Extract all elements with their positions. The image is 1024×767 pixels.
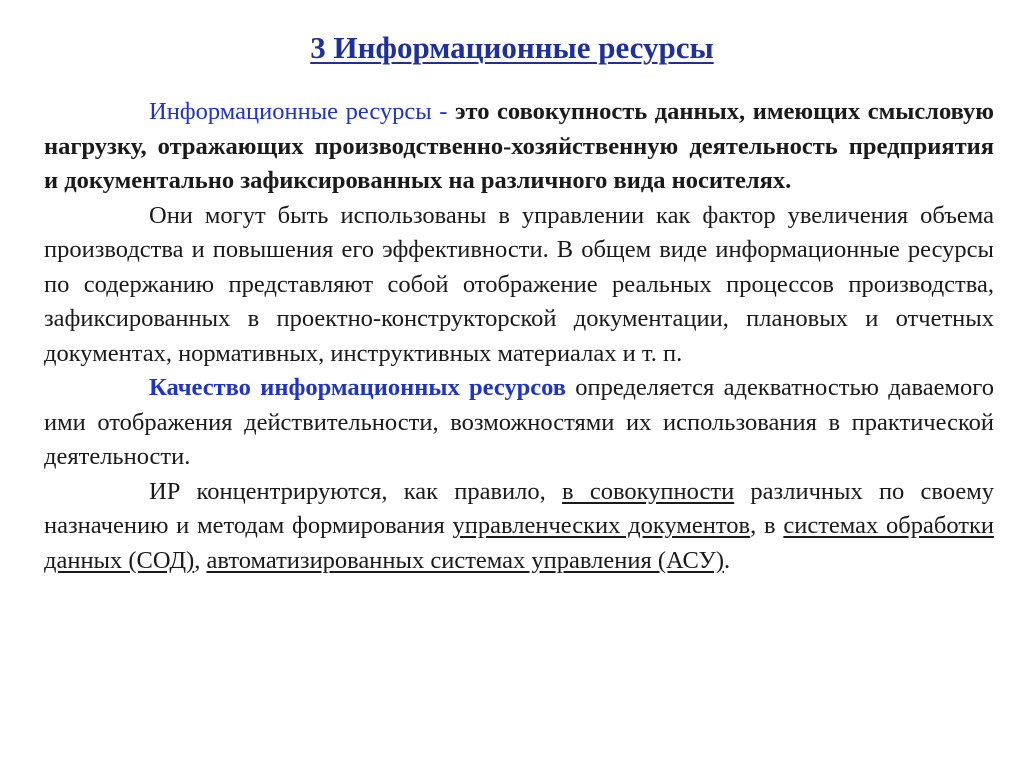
quality-text: определяется адекватностью даваемого ими отображения действительности, возможностями их использования в практической деятельности. [44, 374, 994, 470]
concentration-text-3: , в [750, 512, 784, 539]
concentration-text-2: различных по своему назначению и методам формирования [44, 477, 994, 539]
slide-title: 3 Информационные ресурсы [310, 30, 714, 65]
underlined-data-processing-systems: системах обработки данных (СОД) [44, 512, 994, 574]
concentration-text-1: ИР концентрируются, как правило, [149, 477, 563, 505]
underlined-in-aggregate: в совокупности [562, 477, 735, 505]
underlined-automated-control-systems: автоматизированных системах управления (АСУ) [206, 546, 724, 574]
paragraph-concentration [44, 475, 994, 579]
definition-text: это совокупность данных, имеющих смысловую нагрузку, отражающих производственно-хозяйственную деятельность предприятия и документально зафиксированных на различного вида носителях. [44, 98, 995, 194]
term-quality: Качество информационных ресурсов [149, 374, 567, 401]
paragraph-definition [44, 95, 994, 199]
definition-separator: - [431, 98, 455, 125]
paragraph-quality [44, 371, 994, 475]
term-information-resources: Информационные ресурсы [149, 98, 432, 125]
underlined-management-documents: управленческих документов [452, 512, 751, 539]
concentration-text-5: . [724, 546, 731, 574]
usage-text: Они могут быть использованы в управлении как фактор увеличения объема производства и повышения его эффективности. В общем виде информационные ресурсы по содержанию представляют собой отображение реальных процессов производства, зафиксированных в проектно-конструкторской документации, плановых и отчетных документах, нормативных, инструктивных материалах и т. п. [44, 201, 994, 367]
concentration-text-4: , [194, 546, 207, 574]
paragraph-usage [44, 199, 994, 372]
slide-body [44, 95, 994, 578]
